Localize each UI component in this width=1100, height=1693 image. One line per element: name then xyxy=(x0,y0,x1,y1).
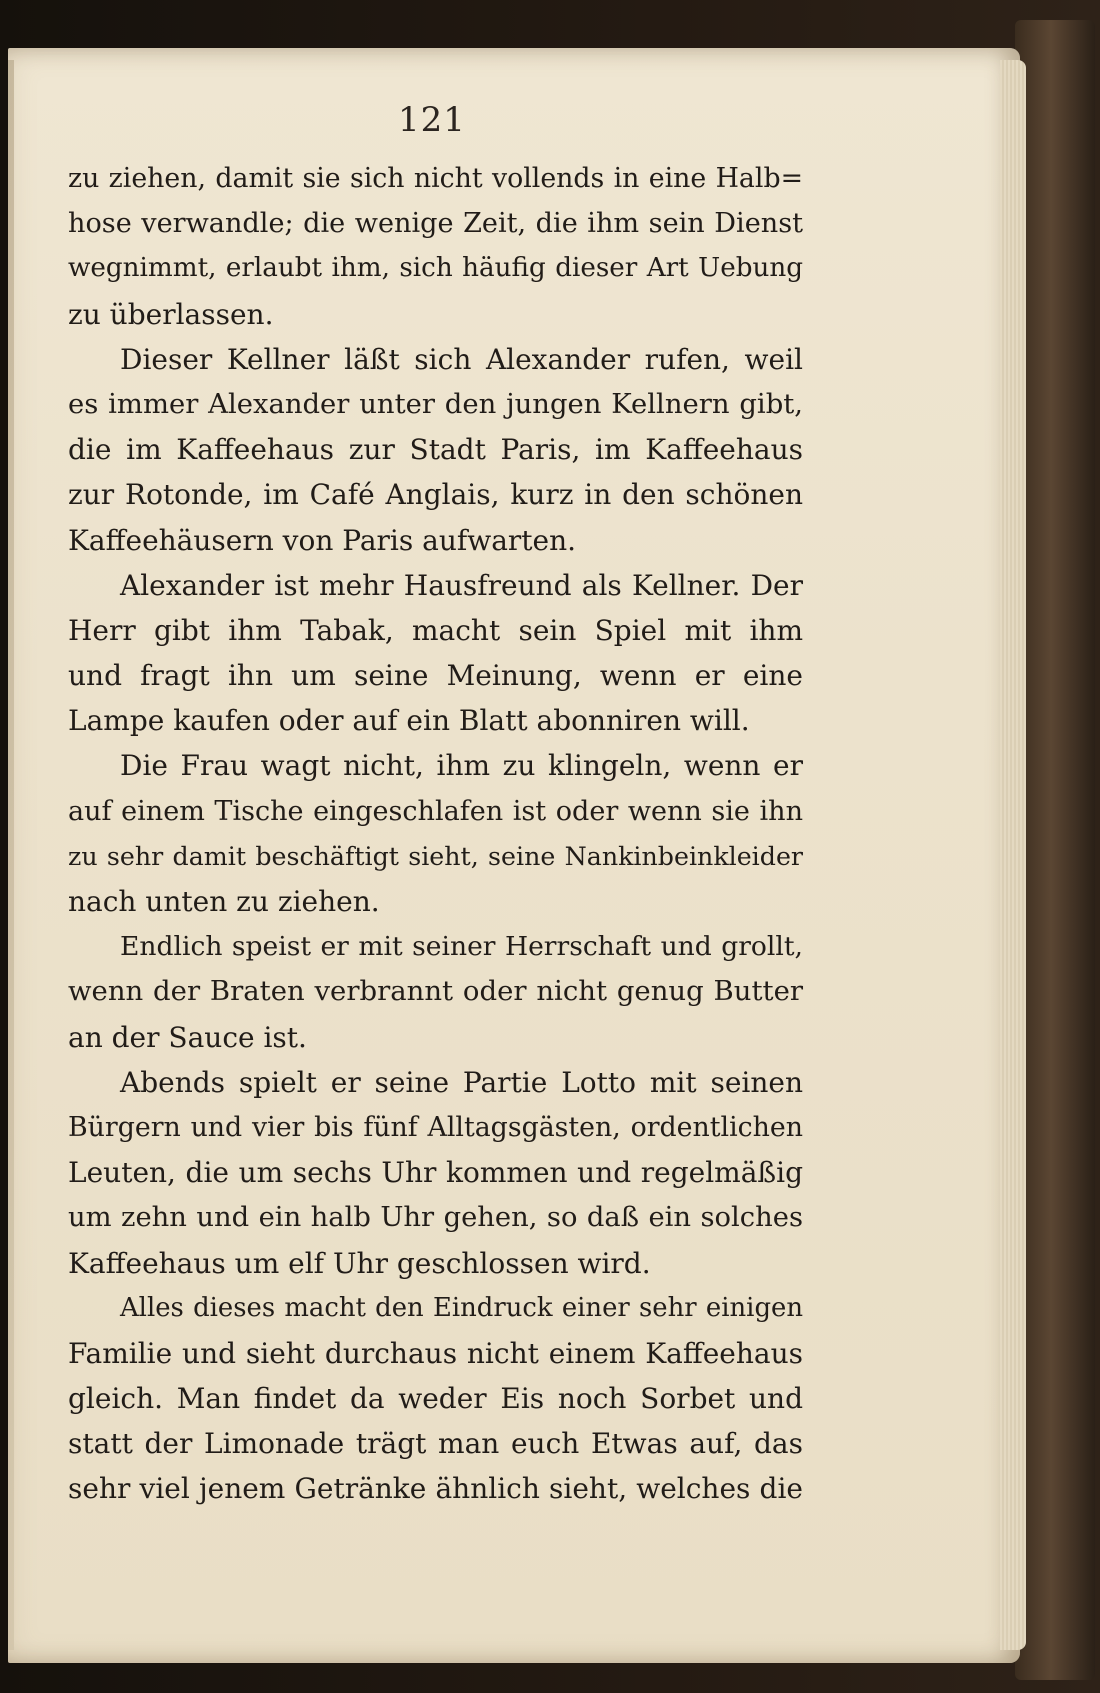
text-line: wegnimmt, erlaubt ihm, sich häufig dieser Art Uebung xyxy=(68,253,803,284)
text-line: Herr gibt ihm Tabak, macht sein Spiel mit ihm xyxy=(68,613,803,647)
page-number: 121 xyxy=(398,100,466,140)
text-line: Bürgern und vier bis fünf Alltagsgästen, ordentlichen xyxy=(68,1111,803,1143)
text-line: Lampe kaufen oder auf ein Blatt abonniren will. xyxy=(68,704,750,738)
text-line: nach unten zu ziehen. xyxy=(68,885,380,918)
body-text xyxy=(68,156,803,1512)
text-line: an der Sauce ist. xyxy=(68,1020,307,1054)
text-line: Endlich speist er mit seiner Herrschaft und grollt, xyxy=(120,931,803,963)
book-cover-edge xyxy=(1015,20,1095,1680)
gutter-shadow xyxy=(8,60,14,1650)
text-line: zur Rotonde, im Café Anglais, kurz in den schönen xyxy=(68,478,803,512)
text-line: es immer Alexander unter den jungen Kellnern gibt, xyxy=(68,388,803,420)
text-line: auf einem Tische eingeschlafen ist oder wenn sie ihn xyxy=(68,795,803,827)
text-line: hose verwandle; die wenige Zeit, die ihm sein Dienst xyxy=(68,208,803,240)
text-line: Abends spielt er seine Partie Lotto mit seinen xyxy=(120,1065,803,1099)
text-line: Dieser Kellner läßt sich Alexander rufen, weil xyxy=(120,342,803,376)
text-line: zu sehr damit beschäftigt sieht, seine Nankinbeinkleider xyxy=(68,841,803,871)
text-line: Die Frau wagt nicht, ihm zu klingeln, wenn er xyxy=(120,749,803,783)
text-line: gleich. Man findet da weder Eis noch Sorbet und xyxy=(68,1382,803,1416)
text-line: die im Kaffeehaus zur Stadt Paris, im Kaffeehaus xyxy=(68,433,803,467)
text-line: Alles dieses macht den Eindruck einer sehr einigen xyxy=(120,1292,803,1323)
text-line: und fragt ihn um seine Meinung, wenn er eine xyxy=(68,659,803,693)
text-line: Kaffeehaus um elf Uhr geschlossen wird. xyxy=(68,1246,651,1280)
text-line: zu überlassen. xyxy=(68,297,274,331)
text-line: Familie und sieht durchaus nicht einem Kaffeehaus xyxy=(68,1336,803,1370)
text-line: zu ziehen, damit sie sich nicht vollends in eine Halb= xyxy=(68,163,803,194)
page-stack-edge xyxy=(1000,60,1026,1650)
text-line: um zehn und ein halb Uhr gehen, so daß ein solches xyxy=(68,1202,803,1234)
text-line: wenn der Braten verbrannt oder nicht genug Butter xyxy=(68,975,803,1008)
text-line: statt der Limonade trägt man euch Etwas auf, das xyxy=(68,1427,803,1461)
text-line: Alexander ist mehr Hausfreund als Kellner. Der xyxy=(120,568,803,602)
text-line: Leuten, die um sechs Uhr kommen und regelmäßig xyxy=(68,1156,803,1190)
text-line: sehr viel jenem Getränke ähnlich sieht, welches die xyxy=(68,1472,803,1506)
text-line: Kaffeehäusern von Paris aufwarten. xyxy=(68,523,577,557)
